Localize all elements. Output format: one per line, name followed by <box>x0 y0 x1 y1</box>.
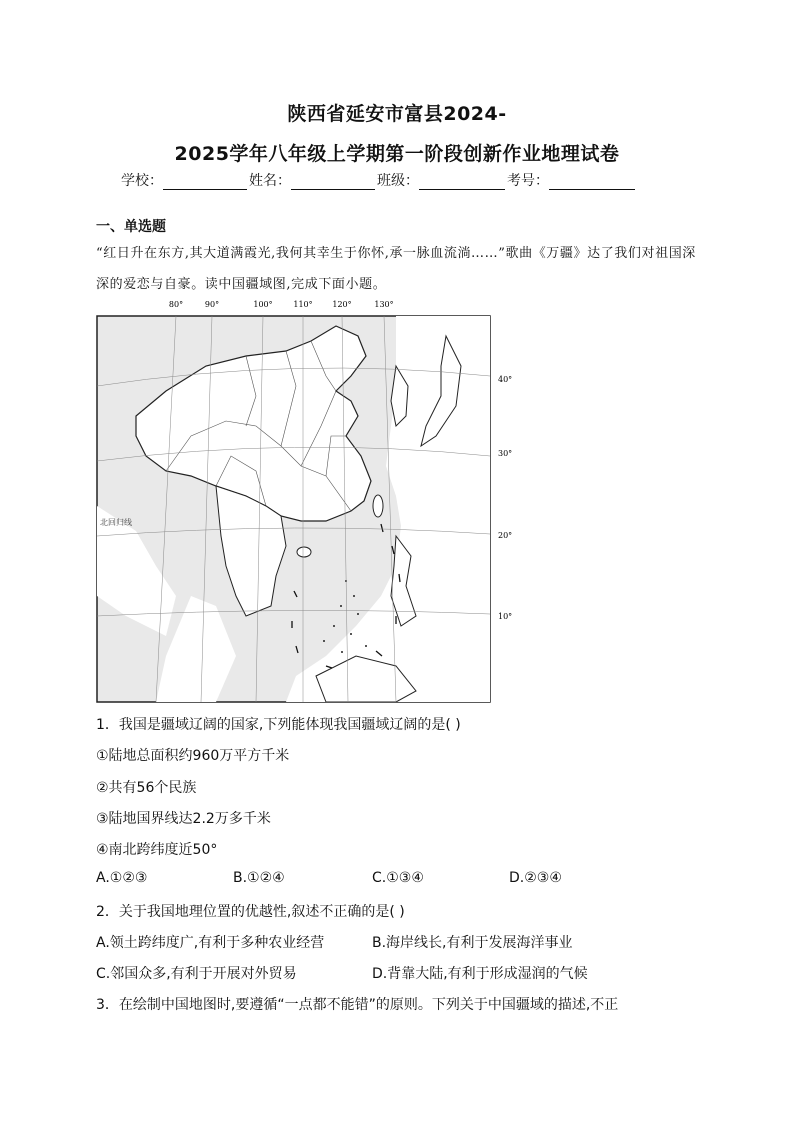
question-1-stem: 1．我国是疆域辽阔的国家,下列能体现我国疆域辽阔的是( ) <box>96 717 461 733</box>
student-info-row <box>121 170 637 190</box>
lon-label-100: 100° <box>253 300 273 309</box>
lon-label-110: 110° <box>293 300 313 309</box>
question-1-option-c[interactable]: C.①③④ <box>372 870 424 886</box>
lat-label-40: 40° <box>498 375 513 384</box>
question-2-option-a[interactable]: A.领土跨纬度广,有利于多种农业经营 <box>96 935 325 951</box>
name-label: 姓名： <box>249 173 291 189</box>
lat-label-30: 30° <box>498 449 513 458</box>
section-heading: 一、单选题 <box>96 219 166 235</box>
question-2-stem: 2．关于我国地理位置的优越性,叙述不正确的是( ) <box>96 904 405 920</box>
number-label: 考号： <box>507 173 549 189</box>
question-1-option-b[interactable]: B.①②④ <box>233 870 285 886</box>
question-intro: “红日升在东方,其大道满霞光,我何其幸生于你怀,承一脉血流淌……”歌曲《万疆》达了我们对祖国深深的爱恋与自豪。读中国疆域图,完成下面小题。 <box>96 246 696 292</box>
lat-label-10: 10° <box>498 612 513 621</box>
question-2-option-b[interactable]: B.海岸线长,有利于发展海洋事业 <box>372 935 573 951</box>
question-2-option-c[interactable]: C.邻国众多,有利于开展对外贸易 <box>96 966 297 982</box>
exam-title-line-1: 陕西省延安市富县2024- <box>287 103 507 125</box>
lon-label-90: 90° <box>204 300 220 309</box>
question-2-option-d[interactable]: D.背靠大陆,有利于形成湿润的气候 <box>372 966 588 982</box>
question-1-option-a[interactable]: A.①②③ <box>96 870 148 886</box>
question-3-stem: 3．在绘制中国地图时,要遵循“一点都不能错”的原则。下列关于中国疆域的描述,不正 <box>96 997 619 1013</box>
lon-label-130: 130° <box>374 300 394 309</box>
question-1-option-d[interactable]: D.②③④ <box>509 870 562 886</box>
class-blank[interactable] <box>419 174 505 190</box>
school-blank[interactable] <box>163 174 247 190</box>
name-blank[interactable] <box>291 174 375 190</box>
question-1-item-4: ④南北跨纬度近50° <box>96 842 218 858</box>
tropic-of-cancer-label: 北回归线 <box>100 518 132 527</box>
lon-label-80: 80° <box>168 300 184 309</box>
question-1-item-3: ③陆地国界线达2.2万多千米 <box>96 811 271 827</box>
class-label: 班级： <box>377 173 419 189</box>
lat-label-20: 20° <box>498 531 513 540</box>
exam-title-line-2: 2025学年八年级上学期第一阶段创新作业地理试卷 <box>174 143 620 165</box>
school-label: 学校： <box>121 173 163 189</box>
question-1-item-2: ②共有56个民族 <box>96 780 197 796</box>
china-territory-map <box>96 296 526 704</box>
question-1-item-1: ①陆地总面积约960万平方千米 <box>96 748 290 764</box>
number-blank[interactable] <box>549 174 635 190</box>
lon-label-120: 120° <box>332 300 352 309</box>
